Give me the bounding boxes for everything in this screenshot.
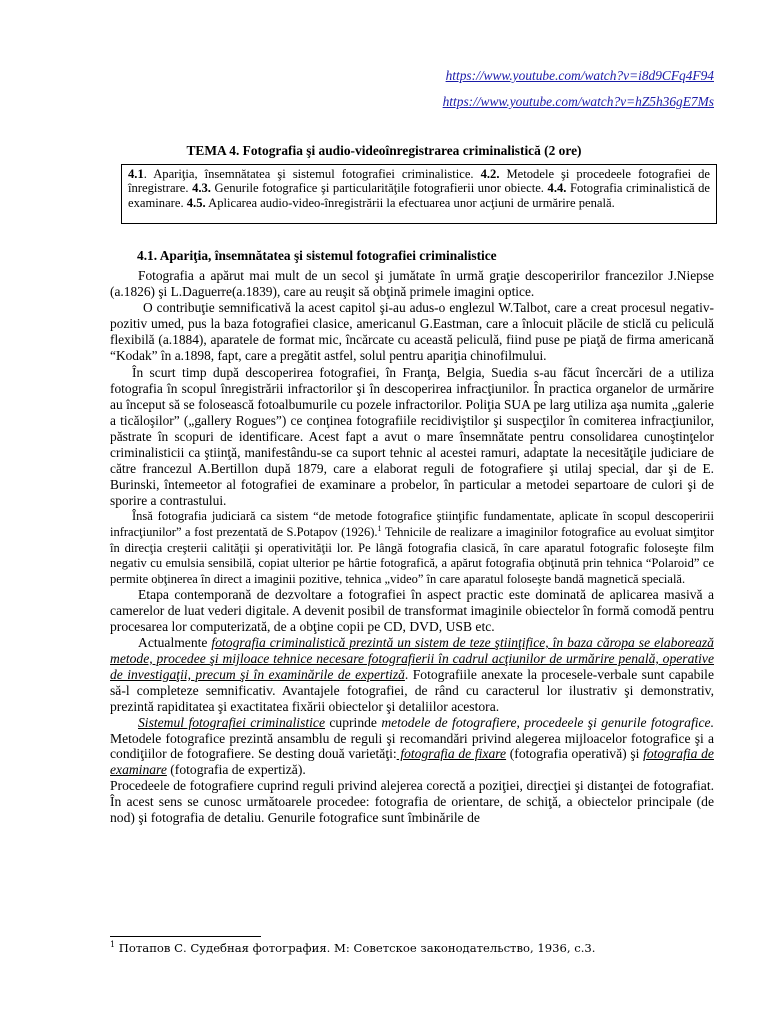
topic-text: Genurile fotografice şi particularităţile fotografierii unor obiecte.: [210, 181, 548, 196]
paragraph-7-e: fotografia de fixare: [396, 746, 507, 762]
paragraph-7-h: (fotografia de expertiză).: [166, 762, 306, 778]
paragraph-4: [110, 509, 714, 587]
paragraph-7: [110, 715, 714, 779]
paragraph-8: Procedeele de fotografiere cuprind reguli privind alejerea corectă a poziţiei, direcţiei şi distanţei de fotografiat. În acest sens se cunosc următoarele procedee: fotografia de orientare, de schiţă, a obiectelor principale (de nod) şi fotografia de detaliu. Genurile fotografice sunt îmbinările de: [110, 778, 714, 826]
topic-text: . Apariţia, însemnătatea şi sistemul fotografiei criminalistice.: [143, 167, 481, 181]
paragraph-7-f: (fotografia operativă) şi: [506, 746, 644, 762]
section-heading: 4.1. Apariţia, însemnătatea şi sistemul fotografiei criminalistice: [137, 248, 497, 263]
paragraph-2: O contribuţie semnificativă la acest capitol şi-au adus-o englezul W.Talbot, care a creat procesul negativ-pozitiv umed, pus la baza fotografiei clasice, americanul G.Eastman, care a înlocuit plăcile de sticlă cu peliculă flexibilă (a.1884), aparatele de format mic, încărcate cu această peliculă, fiind puse pe piaţă de firma americană “Kodak” în a.1898, fapt, care a pregătit astfel, solul pentru apariţia chinofilmului.: [110, 300, 714, 364]
page-title: TEMA 4. Fotografia şi audio-videoînregistrarea criminalistică (2 ore): [186, 143, 582, 158]
topic-number: 4.3.: [192, 181, 211, 196]
topic-text: Fotografia criminalistică de examinare.: [128, 181, 710, 210]
paragraph-4-b: Tehnicile de realizare a imaginilor fotografice au evoluat simţitor în direcţia creşterii calităţii şi operativităţii lor. Pe lângă fotografia clasică, în care aparatul fotografic foloseşte film negativ cu emulsia sensibilă, copiat ulterior pe hârtie fotografică, a apărut fotografia obţinută prin tehnica “Polaroid” ce permite obţinerea în direct a imaginii pozitive, tehnica „video” în care aparatul foloseşte bandă magnetică specială.: [110, 525, 714, 586]
paragraph-5: Etapa contemporană de dezvoltare a fotografiei în aspect practic este dominată de aplicarea masivă a camerelor de luat vederi digitale. A devenit posibil de transformat imaginile obiectelor în formă comodă pentru procesarea lor computerizată, de a obţine copii pe CD, DVD, USB etc.: [110, 587, 714, 635]
footnote-text: Потапов С. Судебная фотография. М: Советское законодательство, 1936, с.3.: [115, 941, 596, 955]
paragraph-7-b: cuprinde: [325, 714, 382, 730]
paragraph-3: În scurt timp după descoperirea fotografiei, în Franţa, Belgia, Suedia s-au făcut încercări de a utiliza fotografia în scopul înregistrării infractorilor şi în descoperirea infracţiunilor. În practica organelor de urmărire au început să se folosească fotoalbumurile cu pozele infractorilor. Poliţia SUA pe larg utiliza aşa numita „galerie a ticăloşilor” („gallery Rogues”) ce conţinea fotografiile recidiviştilor şi suspecţilor în comiterea infracţiunilor, păstrate în scopuri de identificare. Acest fapt a avut o mare însemnătate pentru consolidarea cunoştinţelor criminalisticii ca ştiinţă, manifestându-se ca suport tehnic al acestei ramuri, adaptate la necesităţile judiciare de către francezul A.Bertillon după 1879, care a elaborat reguli de fotografiere şi utilaj special, dar şi de E. Burinski, întemeetor al fotografiei de examinare a probelor, în particular a metodei separtoare de culori şi de sporire a contrastului.: [110, 364, 714, 509]
footnote: [110, 941, 595, 955]
topic-number: 4.2.: [480, 167, 500, 181]
footnote-separator: [110, 936, 261, 937]
paragraph-7-d: Metodele fotografice prezintă ansamblu de reguli şi recomandări privind alegerea mijloacelor fotografice şi a condiţiilor de fotografiere. Se desting două varietăţi:: [110, 730, 714, 762]
paragraph-6-c: . Fotografiile anexate la procesele-verbale sunt capabile să-l completeze semnificativ. Avantajele fotografiei, de rând cu caracterul lor ilustrativ şi demonstrativ, prezintă rapiditatea şi exactitatea fixării obiectelor şi detaliilor acestora.: [110, 666, 714, 714]
body-text: [110, 268, 714, 826]
paragraph-7-g: fotografia de examinare: [110, 746, 714, 778]
topic-text: Aplicarea audio-video-înregistrării la efectuarea unor acţiuni de urmărire penală.: [205, 195, 615, 210]
topics-box: [121, 164, 717, 224]
topic-number: 4.1: [128, 167, 144, 181]
paragraph-6-definition: fotografia criminalistică prezintă un sistem de teze ştiinţifice, în baza căroра se elaborează metode, procedee şi mijloace tehnice necesare fotografierii în cadrul acţiunilor de urmărire penală, operative de investigaţii, precum şi în examinările de expertiză: [110, 635, 714, 682]
topic-number: 4.4.: [547, 181, 567, 196]
footnote-ref: 1: [377, 523, 382, 533]
paragraph-4-a: Însă fotografia judiciară ca sistem “de metode fotografice ştiinţific fundamentate, aplicate în scopul descoperirii infracţiunilor” a fost prezentată de S.Potapov (1926).: [110, 509, 714, 539]
youtube-link-1[interactable]: https://www.youtube.com/watch?v=i8d9CFq4F94: [445, 68, 714, 83]
paragraph-7-term: Sistemul fotografiei criminalistice: [138, 714, 325, 730]
paragraph-1: Fotografia a apărut mai mult de un secol şi jumătate în urmă graţie descoperirilor francezilor J.Niepse (a.1826) şi L.Daguerre(a.1839), care au reuşit să obţină primele imagini optice.: [110, 268, 714, 300]
topic-text: Metodele şi procedeele fotografiei de înregistrare.: [128, 167, 710, 196]
paragraph-6-a: Actualmente: [138, 635, 212, 651]
paragraph-6: [110, 635, 714, 715]
topic-number: 4.5.: [186, 195, 206, 210]
paragraph-7-c: metodele de fotografiere, procedeele şi genurile fotografice.: [381, 714, 714, 730]
youtube-link-2[interactable]: https://www.youtube.com/watch?v=hZ5h36gE7Ms: [442, 94, 714, 109]
footnote-mark: 1: [110, 940, 116, 950]
